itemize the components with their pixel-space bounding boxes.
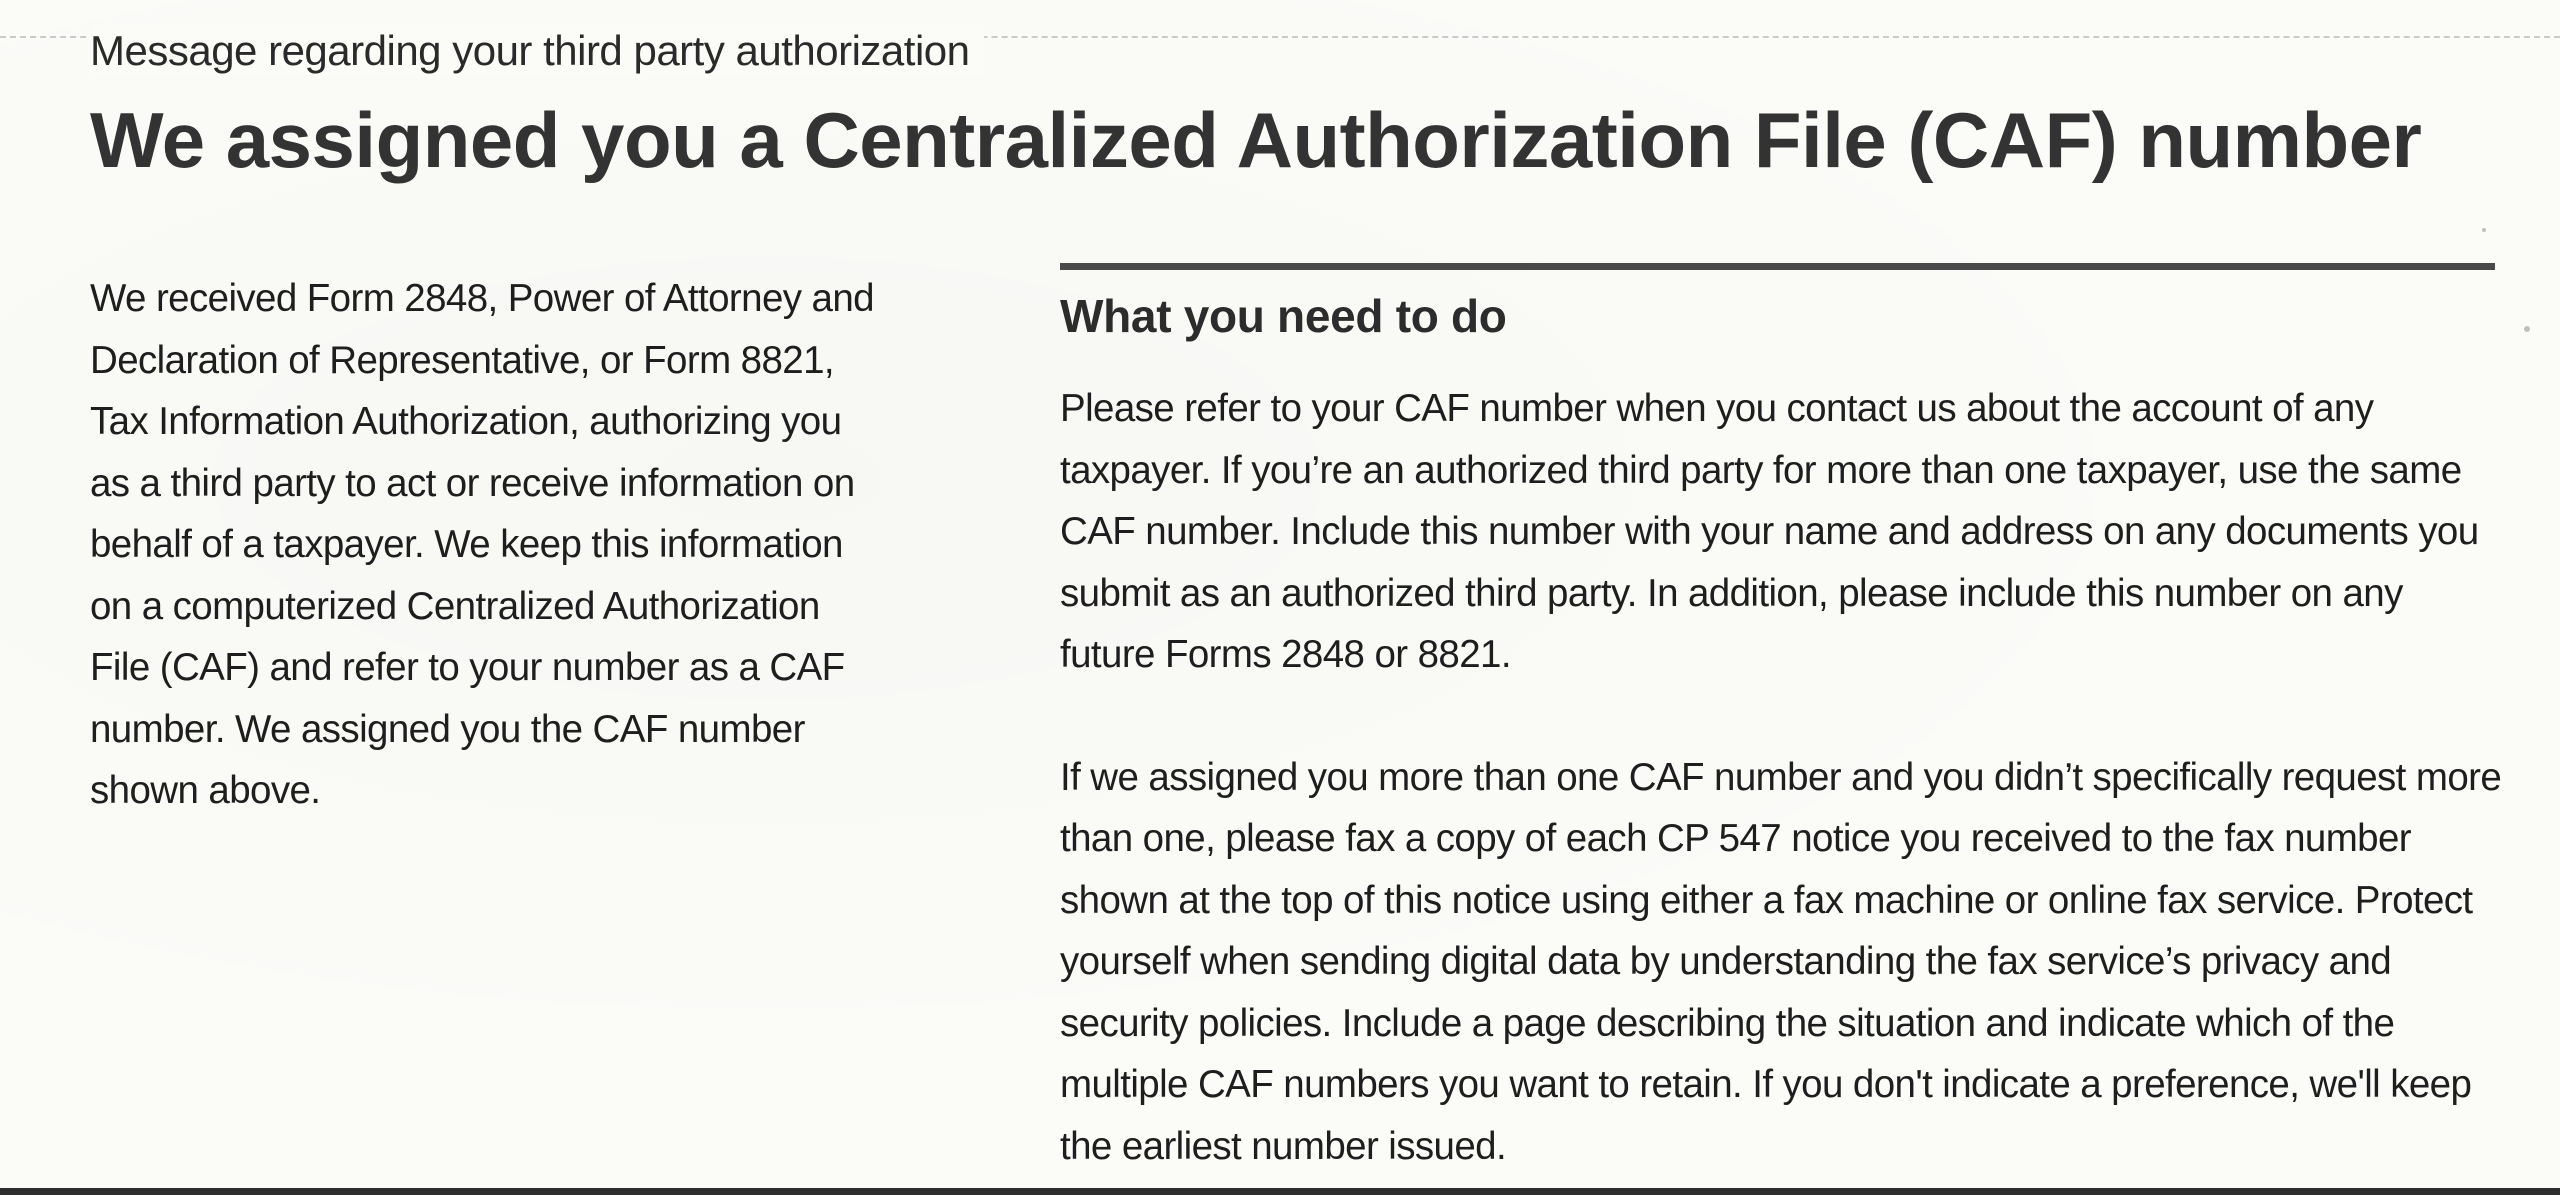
paragraph-line: CAF number. Include this number with your name and address on any documents you [1060,510,2479,553]
intro-line: Tax Information Authorization, authorizing you [90,400,842,443]
paragraph-line: than one, please fax a copy of each CP 547 notice you received to the fax number [1060,817,2412,860]
action-paragraph-1 [1060,378,2495,686]
notice-title: We assigned you a Centralized Authorization File (CAF) number [90,96,2422,184]
intro-line: behalf of a taxpayer. We keep this information [90,523,843,566]
paragraph-line: multiple CAF numbers you want to retain. If you don't indicate a preference, we'll keep [1060,1063,2472,1106]
intro-line: as a third party to act or receive information on [90,461,855,505]
scan-speck [2524,326,2530,332]
intro-line: File (CAF) and refer to your number as a CAF [90,646,845,689]
notice-subtitle: Message regarding your third party authorization [90,24,984,78]
paragraph-line: security policies. Include a page describing the situation and indicate which of the [1060,1001,2395,1045]
paragraph-line: If we assigned you more than one CAF number and you didn’t specifically request more [1060,755,2502,799]
paragraph-line: submit as an authorized third party. In addition, please include this number on any [1060,571,2403,615]
action-paragraph-2 [1060,747,2502,1178]
intro-line: shown above. [90,769,321,812]
paragraph-line: yourself when sending digital data by understanding the fax service’s privacy and [1060,940,2392,983]
intro-line: number. We assigned you the CAF number [90,707,805,751]
section-divider [1060,263,2495,270]
bottom-edge-rule [0,1188,2560,1195]
intro-line: Declaration of Representative, or Form 8821, [90,338,834,382]
intro-line: on a computerized Centralized Authorization [90,584,820,628]
intro-line: We received Form 2848, Power of Attorney and [90,277,874,320]
paragraph-line: future Forms 2848 or 8821. [1060,633,1511,676]
paragraph-line: taxpayer. If you’re an authorized third party for more than one taxpayer, use the same [1060,448,2462,492]
paragraph-line: the earliest number issued. [1060,1124,1507,1168]
paragraph-line: Please refer to your CAF number when you contact us about the account of any [1060,387,2374,430]
action-section [1060,263,2502,1177]
scan-speck [2482,228,2486,232]
section-heading: What you need to do [1060,290,1507,342]
intro-paragraph [90,268,990,822]
paragraph-line: shown at the top of this notice using either a fax machine or online fax service. Protect [1060,878,2473,922]
